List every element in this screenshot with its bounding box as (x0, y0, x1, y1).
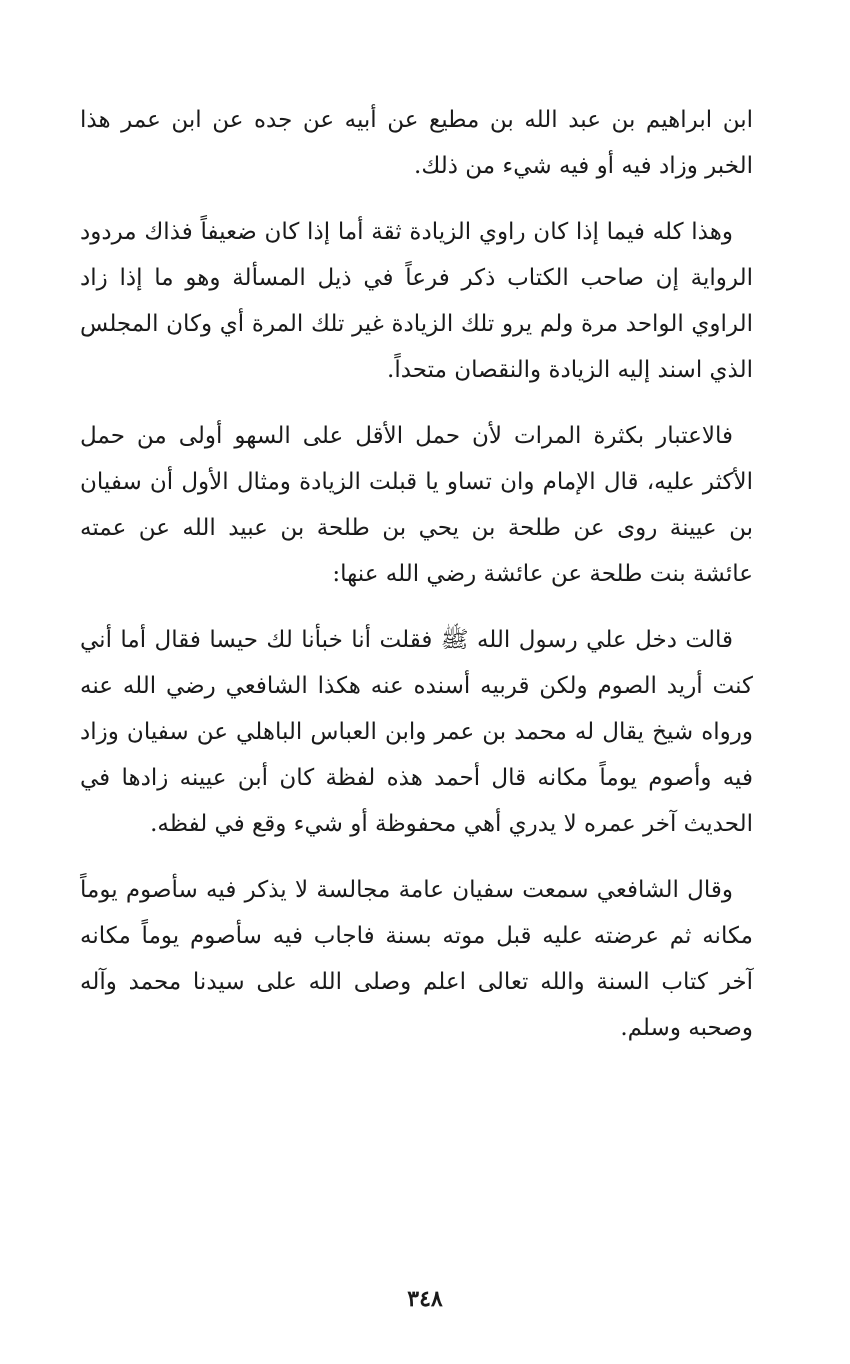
paragraph-5: وقال الشافعي سمعت سفيان عامة مجالسة لا يذكر فيه سأصوم يوماً مكانه ثم عرضته عليه قبل موته بسنة فاجاب فيه سأصوم يوماً مكانه آخر كتاب السنة والله تعالى اعلم وصلى الله على سيدنا محمد وآله وصحبه وسلم. (80, 877, 753, 1041)
paragraph-4: قالت دخل علي رسول الله ﷺ فقلت أنا خبأنا لك حيسا فقال أما أني كنت أريد الصوم ولكن قربيه أسنده عنه هكذا الشافعي رضي الله عنه ورواه شيخ يقال له محمد بن عمر وابن العباس الباهلي عن سفيان وزاد فيه وأصوم يوماً مكانه قال أحمد هذه لفظة كان أبن عيينه زادها في الحديث آخر عمره لا يدري أهي محفوظة أو شيء وقع في لفظه. (80, 627, 753, 837)
paragraph-2: وهذا كله فيما إذا كان راوي الزيادة ثقة أما إذا كان ضعيفاً فذاك مردود الرواية إن صاحب الكتاب ذكر فرعاً في ذيل المسألة وهو ما إذا زاد الراوي الواحد مرة ولم يرو تلك الزيادة غير تلك المرة أي وكان المجلس الذي اسند إليه الزيادة والنقصان متحداً. (80, 219, 753, 383)
body-text (80, 97, 753, 1071)
paragraph-3: فالاعتبار بكثرة المرات لأن حمل الأقل على السهو أولى من حمل الأكثر عليه، قال الإمام وان تساو يا قبلت الزيادة ومثال الأول أن سفيان بن عيينة روى عن طلحة بن يحي بن طلحة بن عبيد الله عن عمته عائشة بنت طلحة عن عائشة رضي الله عنها: (80, 423, 753, 587)
page-number: ٣٤٨ (407, 1286, 443, 1312)
paragraph-1: ابن ابراهيم بن عبد الله بن مطيع عن أبيه عن جده عن ابن عمر هذا الخبر وزاد فيه أو فيه شيء من ذلك. (80, 107, 753, 179)
